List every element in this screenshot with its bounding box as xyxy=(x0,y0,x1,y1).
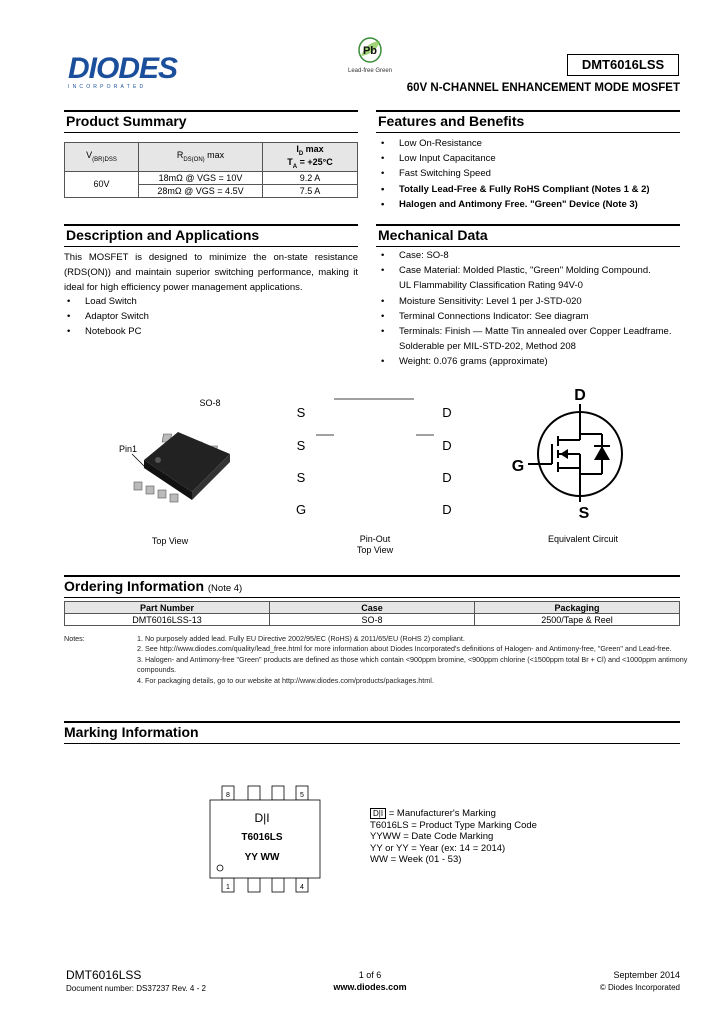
pin-label: D xyxy=(442,405,452,420)
part-number-header: Part Number xyxy=(65,602,270,614)
ordering-note-ref: (Note 4) xyxy=(207,583,243,594)
footer-page-number: 1 of 6 xyxy=(358,970,382,980)
pinout-outline xyxy=(310,395,440,445)
section-divider xyxy=(64,224,358,226)
pin-number: 5 xyxy=(300,792,304,799)
marking-package-drawing xyxy=(200,780,330,898)
section-divider xyxy=(376,224,680,226)
diodes-logo xyxy=(68,52,200,88)
marking-legend xyxy=(370,808,537,866)
pb-symbol: Pb xyxy=(362,45,378,57)
manufacturer-mark: D|I xyxy=(254,811,270,825)
pin-number: 1 xyxy=(226,884,230,891)
features-list xyxy=(378,136,678,212)
section-divider xyxy=(64,246,358,247)
list-item: • Fast Switching Speed xyxy=(378,166,678,181)
notes-list xyxy=(137,634,697,686)
list-item: • Load Switch xyxy=(64,294,358,309)
footer-copyright: © Diodes Incorporated xyxy=(599,983,680,992)
vbr-header: $V_{(BR)DSS}$ xyxy=(65,143,139,172)
applications-list xyxy=(64,294,358,340)
rds-value: 28mΩ @ VGS = 4.5V xyxy=(139,184,263,197)
pinout-caption-line: Pin-Out xyxy=(359,534,391,544)
list-item: UL Flammability Classification Rating 94V-0 xyxy=(399,280,583,292)
rds-value: 18mΩ @ VGS = 10V xyxy=(139,171,263,184)
list-item: Solderable per MIL-STD-202, Method 208 xyxy=(399,341,576,353)
legend-line xyxy=(370,808,537,820)
legend-line: WW = Week (01 - 53) xyxy=(370,854,462,866)
note-item: 2. See http://www.diodes.com/quality/lead_free.html for more information about Diodes Incorporated's definitions of Halogen- and Antimony-free, "Green" and Lead-free. xyxy=(137,644,672,654)
rds-header: $R_{DS(ON)}$ max xyxy=(139,143,263,172)
list-item: • Adaptor Switch xyxy=(64,309,358,324)
footer-part-number: DMT6016LSS xyxy=(66,968,142,982)
pin-label: S xyxy=(296,405,306,420)
gate-label: G xyxy=(511,458,525,475)
manufacturer-mark-symbol: D|I xyxy=(370,808,386,819)
note-item: 1. No purposely added lead. Fully EU Directive 2002/95/EC (RoHS) & 2011/65/EU (RoHS 2) compliant. xyxy=(137,634,465,643)
footer-date: September 2014 xyxy=(613,970,680,980)
case-cell: SO-8 xyxy=(270,614,475,626)
part-number-box: DMT6016LSS xyxy=(567,54,679,76)
device-subtitle: 60V N-CHANNEL ENHANCEMENT MODE MOSFET xyxy=(406,82,680,94)
date-code-mark: YY WW xyxy=(244,852,280,863)
section-divider xyxy=(64,597,680,598)
mechanical-list xyxy=(378,248,680,370)
marking-title: Marking Information xyxy=(64,724,199,740)
list-item: • Terminals: Finish — Matte Tin annealed over Copper Leadframe. xyxy=(378,324,680,339)
case-header: Case xyxy=(270,602,475,614)
ordering-title xyxy=(64,578,242,594)
id-header: $I_D$ max $T_A = +25^\circ C$ xyxy=(263,143,358,172)
list-item: • Case: SO-8 xyxy=(378,248,680,263)
section-divider xyxy=(64,743,680,744)
pinout-caption xyxy=(340,534,410,556)
section-divider xyxy=(376,246,680,247)
list-item: • Case Material: Molded Plastic, "Green" Molding Compound. xyxy=(378,263,680,278)
pin-label: S xyxy=(296,438,306,453)
pin1-label: Pin1 xyxy=(118,444,137,454)
so8-package-drawing xyxy=(120,420,240,520)
pin-label: D xyxy=(442,438,452,453)
legend-line: YY or YY = Year (ex: 14 = 2014) xyxy=(370,842,506,854)
vbr-value: 60V xyxy=(65,171,139,197)
logo-text: DIODES xyxy=(68,52,178,85)
list-item: • Terminal Connections Indicator: See diagram xyxy=(378,309,680,324)
package-label: SO-8 xyxy=(199,398,221,408)
packaging-cell: 2500/Tape & Reel xyxy=(475,614,680,626)
pin-number: 4 xyxy=(300,884,304,891)
id-value: 9.2 A xyxy=(263,171,358,184)
list-item: • Weight: 0.076 grams (approximate) xyxy=(378,354,680,369)
top-view-caption: Top View xyxy=(151,536,189,546)
packaging-header: Packaging xyxy=(475,602,680,614)
legend-line: T6016LS = Product Type Marking Code xyxy=(370,819,537,831)
lead-free-leaf-icon xyxy=(352,36,388,64)
product-summary-table xyxy=(64,142,358,198)
section-divider xyxy=(64,721,680,723)
notes-label: Notes: xyxy=(64,634,85,643)
description-title: Description and Applications xyxy=(66,227,260,243)
section-divider xyxy=(64,132,358,133)
mechanical-title: Mechanical Data xyxy=(378,227,488,243)
list-item: • Halogen and Antimony Free. "Green" Device (Note 3) xyxy=(378,197,678,212)
pinout-caption-line: Top View xyxy=(356,545,394,555)
note-item: 4. For packaging details, go to our website at http://www.diodes.com/products/packages.html. xyxy=(137,675,434,685)
part-number-cell: DMT6016LSS-13 xyxy=(65,614,270,626)
logo-subtext: INCORPORATED xyxy=(68,84,147,90)
list-item: • Totally Lead-Free & Fully RoHS Compliant (Notes 1 & 2) xyxy=(378,182,678,197)
description-text: This MOSFET is designed to minimize the on-state resistance (RDS(ON)) and maintain superior switching performance, making it ideal for high efficiency power management applications. xyxy=(64,252,358,293)
product-summary-title: Product Summary xyxy=(66,113,187,129)
ordering-title-text: Ordering Information xyxy=(64,578,204,594)
legend-text: = Manufacturer's Marking xyxy=(388,808,496,819)
legend-line: YYWW = Date Code Marking xyxy=(370,831,494,843)
section-divider xyxy=(376,132,680,133)
note-item: 3. Halogen- and Antimony-free "Green" products are defined as those which contain <900ppm bromine, <900ppm chlorine (<1500ppm total Br + Cl) and <1000ppm antimony compounds. xyxy=(137,654,688,675)
section-divider xyxy=(64,110,358,112)
source-label: S xyxy=(578,505,590,522)
list-item: • Moisture Sensitivity: Level 1 per J-STD-020 xyxy=(378,294,680,309)
pin-label: D xyxy=(442,470,452,485)
product-code-mark: T6016LS xyxy=(241,832,283,843)
footer-website-link[interactable]: www.diodes.com xyxy=(333,982,407,992)
section-divider xyxy=(376,110,680,112)
equivalent-circuit-diagram xyxy=(508,384,640,522)
list-item: • Low Input Capacitance xyxy=(378,151,678,166)
lead-free-badge xyxy=(340,36,400,74)
pin-label: G xyxy=(295,502,307,517)
badge-label: Lead-free Green xyxy=(347,68,393,74)
pin-label: D xyxy=(442,502,452,517)
list-item: • Notebook PC xyxy=(64,324,358,339)
footer-doc-number: Document number: DS37237 Rev. 4 - 2 xyxy=(66,984,206,993)
pin-number: 8 xyxy=(226,792,230,799)
pin-label: S xyxy=(296,470,306,485)
section-divider xyxy=(64,575,680,577)
equivalent-circuit-caption: Equivalent Circuit xyxy=(547,534,619,544)
ordering-table xyxy=(64,601,680,626)
list-item: • Low On-Resistance xyxy=(378,136,678,151)
id-value: 7.5 A xyxy=(263,184,358,197)
drain-label: D xyxy=(574,387,586,404)
features-title: Features and Benefits xyxy=(378,113,525,129)
